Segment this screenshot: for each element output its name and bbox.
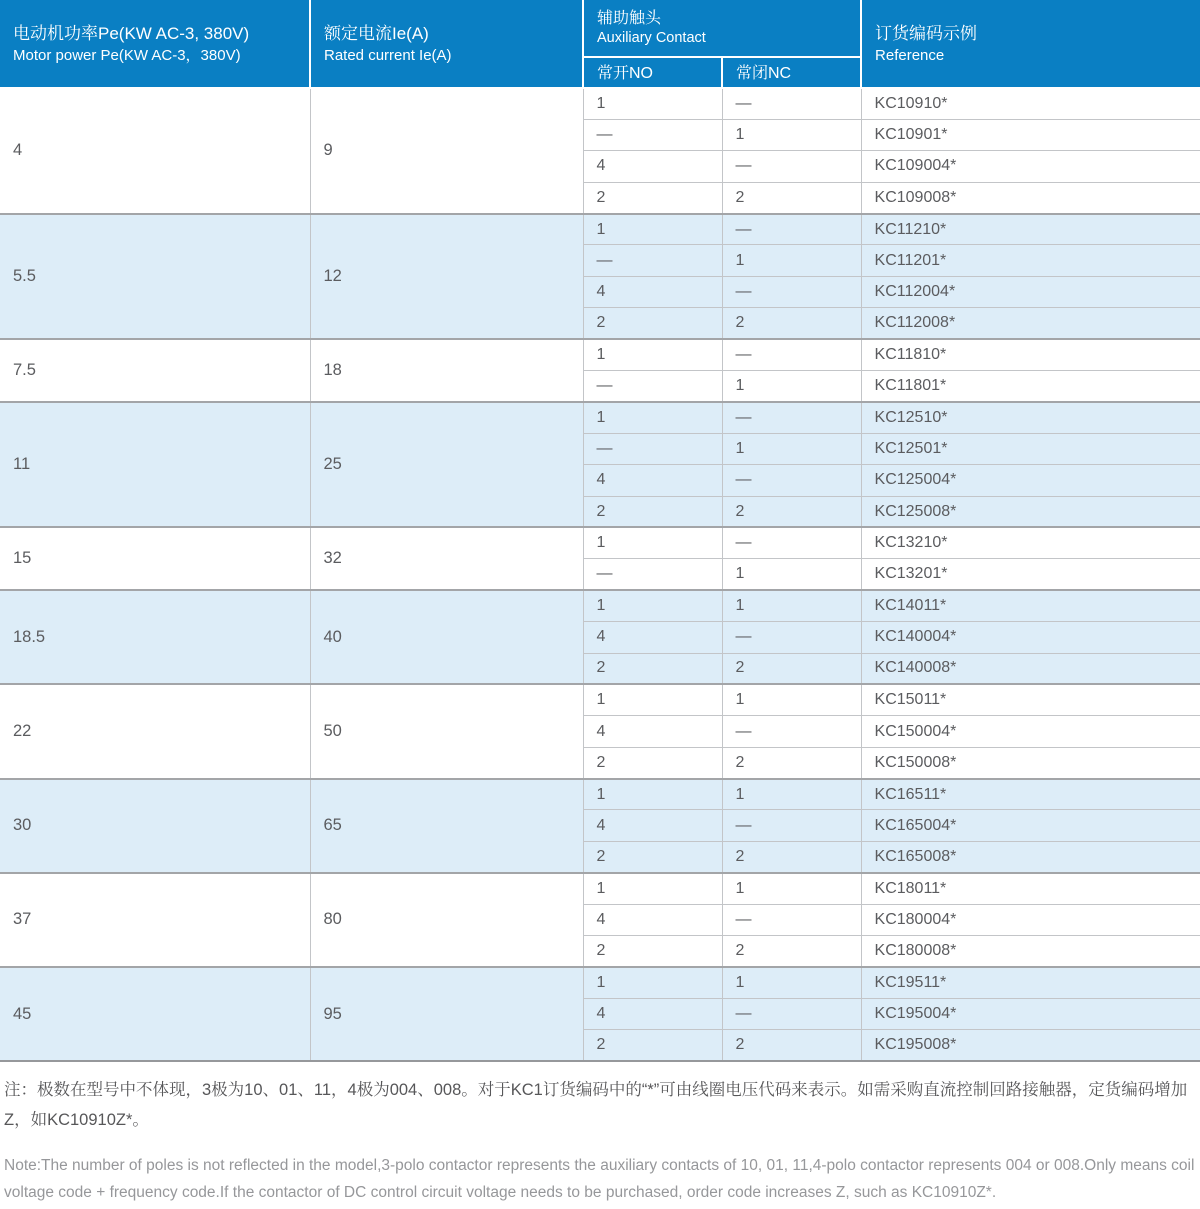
- cell-rated-current: 18: [310, 339, 583, 402]
- cell-nc-contacts: 2: [722, 308, 861, 339]
- cell-nc-contacts: —: [722, 276, 861, 307]
- cell-motor-power: 5.5: [0, 214, 310, 340]
- cell-nc-contacts: 1: [722, 245, 861, 276]
- cell-no-contacts: 1: [583, 779, 722, 810]
- cell-nc-contacts: —: [722, 402, 861, 433]
- table-row: [0, 590, 1200, 621]
- header-auxiliary-contact: [583, 0, 861, 57]
- cell-rated-current: 80: [310, 873, 583, 967]
- cell-order-code: KC11801*: [861, 371, 1200, 402]
- cell-no-contacts: —: [583, 371, 722, 402]
- header-rated-current-zh: 额定电流Ie(A): [324, 23, 429, 43]
- cell-no-contacts: 2: [583, 747, 722, 778]
- cell-nc-contacts: —: [722, 339, 861, 370]
- table-row: [0, 88, 1200, 119]
- table-row: [0, 873, 1200, 904]
- header-reference-en: Reference: [875, 46, 945, 64]
- cell-nc-contacts: 1: [722, 873, 861, 904]
- table-row: [0, 779, 1200, 810]
- header-motor-power: [0, 0, 310, 88]
- cell-order-code: KC140008*: [861, 653, 1200, 684]
- cell-rated-current: 65: [310, 779, 583, 873]
- cell-rated-current: 32: [310, 527, 583, 590]
- cell-order-code: KC15011*: [861, 684, 1200, 715]
- cell-rated-current: 40: [310, 590, 583, 684]
- cell-order-code: KC112004*: [861, 276, 1200, 307]
- cell-nc-contacts: —: [722, 998, 861, 1029]
- cell-nc-contacts: 2: [722, 747, 861, 778]
- table-row: [0, 402, 1200, 433]
- header-reference: [861, 0, 1200, 88]
- cell-nc-contacts: —: [722, 716, 861, 747]
- cell-order-code: KC150008*: [861, 747, 1200, 778]
- cell-no-contacts: 4: [583, 151, 722, 182]
- cell-order-code: KC125004*: [861, 465, 1200, 496]
- table-row: [0, 527, 1200, 558]
- cell-nc-contacts: 1: [722, 559, 861, 590]
- cell-order-code: KC12501*: [861, 433, 1200, 464]
- cell-order-code: KC12510*: [861, 402, 1200, 433]
- cell-nc-contacts: 1: [722, 684, 861, 715]
- table-row: [0, 339, 1200, 370]
- cell-nc-contacts: 1: [722, 371, 861, 402]
- cell-order-code: KC11210*: [861, 214, 1200, 245]
- cell-order-code: KC180004*: [861, 904, 1200, 935]
- cell-motor-power: 22: [0, 684, 310, 778]
- cell-motor-power: 18.5: [0, 590, 310, 684]
- cell-order-code: KC195008*: [861, 1030, 1200, 1061]
- header-motor-power-zh: 电动机功率Pe(KW AC-3, 380V): [13, 23, 250, 43]
- cell-no-contacts: 1: [583, 684, 722, 715]
- header-motor-power-en: Motor power Pe(KW AC-3，380V): [13, 46, 241, 64]
- cell-order-code: KC165008*: [861, 841, 1200, 872]
- note-english: Note:The number of poles is not reflected in the model,3-polo contactor represents the auxiliary contacts of 10, 01, 11,4-polo contactor represents 004 or 008.Only means coil voltage code + frequency code.If the contactor of DC control circuit voltage needs to be purchased, order code increases Z, such as KC10910Z*.: [4, 1157, 1195, 1202]
- cell-nc-contacts: 2: [722, 1030, 861, 1061]
- cell-rated-current: 9: [310, 88, 583, 214]
- cell-no-contacts: 2: [583, 936, 722, 967]
- header-normally-open: 常开NO: [583, 57, 722, 88]
- cell-order-code: KC180008*: [861, 936, 1200, 967]
- cell-order-code: KC109004*: [861, 151, 1200, 182]
- cell-no-contacts: 1: [583, 339, 722, 370]
- cell-order-code: KC109008*: [861, 182, 1200, 213]
- cell-no-contacts: 1: [583, 527, 722, 558]
- cell-order-code: KC16511*: [861, 779, 1200, 810]
- header-normally-closed: 常闭NC: [722, 57, 861, 88]
- cell-motor-power: 15: [0, 527, 310, 590]
- cell-no-contacts: 4: [583, 622, 722, 653]
- header-reference-zh: 订货编码示例: [875, 23, 978, 43]
- cell-no-contacts: 4: [583, 904, 722, 935]
- cell-motor-power: 7.5: [0, 339, 310, 402]
- cell-no-contacts: 1: [583, 967, 722, 998]
- cell-order-code: KC10901*: [861, 119, 1200, 150]
- cell-no-contacts: 4: [583, 998, 722, 1029]
- cell-nc-contacts: 2: [722, 496, 861, 527]
- cell-no-contacts: 2: [583, 496, 722, 527]
- cell-nc-contacts: —: [722, 465, 861, 496]
- cell-motor-power: 11: [0, 402, 310, 528]
- table-row: [0, 684, 1200, 715]
- cell-order-code: KC150004*: [861, 716, 1200, 747]
- cell-no-contacts: 2: [583, 182, 722, 213]
- cell-order-code: KC18011*: [861, 873, 1200, 904]
- cell-order-code: KC11201*: [861, 245, 1200, 276]
- table-row: [0, 967, 1200, 998]
- cell-nc-contacts: —: [722, 622, 861, 653]
- header-auxiliary-contact-zh: 辅助触头: [597, 10, 662, 27]
- cell-no-contacts: —: [583, 119, 722, 150]
- cell-nc-contacts: —: [722, 527, 861, 558]
- cell-motor-power: 45: [0, 967, 310, 1061]
- cell-nc-contacts: 1: [722, 779, 861, 810]
- cell-rated-current: 95: [310, 967, 583, 1061]
- cell-nc-contacts: —: [722, 88, 861, 119]
- cell-order-code: KC125008*: [861, 496, 1200, 527]
- cell-nc-contacts: —: [722, 904, 861, 935]
- cell-motor-power: 37: [0, 873, 310, 967]
- cell-rated-current: 25: [310, 402, 583, 528]
- cell-motor-power: 4: [0, 88, 310, 214]
- cell-order-code: KC195004*: [861, 998, 1200, 1029]
- cell-order-code: KC13210*: [861, 527, 1200, 558]
- cell-order-code: KC19511*: [861, 967, 1200, 998]
- cell-rated-current: 50: [310, 684, 583, 778]
- cell-nc-contacts: 1: [722, 590, 861, 621]
- cell-order-code: KC165004*: [861, 810, 1200, 841]
- cell-order-code: KC112008*: [861, 308, 1200, 339]
- cell-no-contacts: —: [583, 433, 722, 464]
- cell-nc-contacts: —: [722, 810, 861, 841]
- cell-no-contacts: —: [583, 245, 722, 276]
- cell-no-contacts: 4: [583, 276, 722, 307]
- cell-order-code: KC11810*: [861, 339, 1200, 370]
- cell-nc-contacts: 2: [722, 182, 861, 213]
- cell-no-contacts: 1: [583, 88, 722, 119]
- cell-no-contacts: 1: [583, 402, 722, 433]
- table-header: [0, 0, 1200, 88]
- cell-nc-contacts: —: [722, 214, 861, 245]
- cell-motor-power: 30: [0, 779, 310, 873]
- cell-no-contacts: 2: [583, 308, 722, 339]
- header-rated-current-en: Rated current Ie(A): [324, 46, 452, 64]
- cell-nc-contacts: 2: [722, 936, 861, 967]
- cell-nc-contacts: 1: [722, 433, 861, 464]
- cell-rated-current: 12: [310, 214, 583, 340]
- cell-no-contacts: 1: [583, 873, 722, 904]
- cell-no-contacts: 4: [583, 465, 722, 496]
- cell-nc-contacts: 1: [722, 967, 861, 998]
- header-auxiliary-contact-en: Auxiliary Contact: [597, 30, 706, 46]
- cell-no-contacts: 1: [583, 590, 722, 621]
- cell-order-code: KC13201*: [861, 559, 1200, 590]
- table-body: [0, 88, 1200, 1061]
- cell-no-contacts: 2: [583, 841, 722, 872]
- header-rated-current: [310, 0, 583, 88]
- cell-no-contacts: 2: [583, 653, 722, 684]
- cell-nc-contacts: 2: [722, 653, 861, 684]
- cell-no-contacts: 2: [583, 1030, 722, 1061]
- table-row: [0, 214, 1200, 245]
- cell-no-contacts: 4: [583, 716, 722, 747]
- note-chinese: 注：极数在型号中不体现，3极为10、01、11，4极为004、008。对于KC1订货编码中的“*”可由线圈电压代码来表示。如需采购直流控制回路接触器，定货编码增加Z，如KC10910Z*。: [4, 1081, 1188, 1130]
- cell-order-code: KC14011*: [861, 590, 1200, 621]
- cell-order-code: KC10910*: [861, 88, 1200, 119]
- cell-nc-contacts: 1: [722, 119, 861, 150]
- cell-no-contacts: 4: [583, 810, 722, 841]
- cell-no-contacts: —: [583, 559, 722, 590]
- cell-no-contacts: 1: [583, 214, 722, 245]
- cell-nc-contacts: —: [722, 151, 861, 182]
- cell-nc-contacts: 2: [722, 841, 861, 872]
- cell-order-code: KC140004*: [861, 622, 1200, 653]
